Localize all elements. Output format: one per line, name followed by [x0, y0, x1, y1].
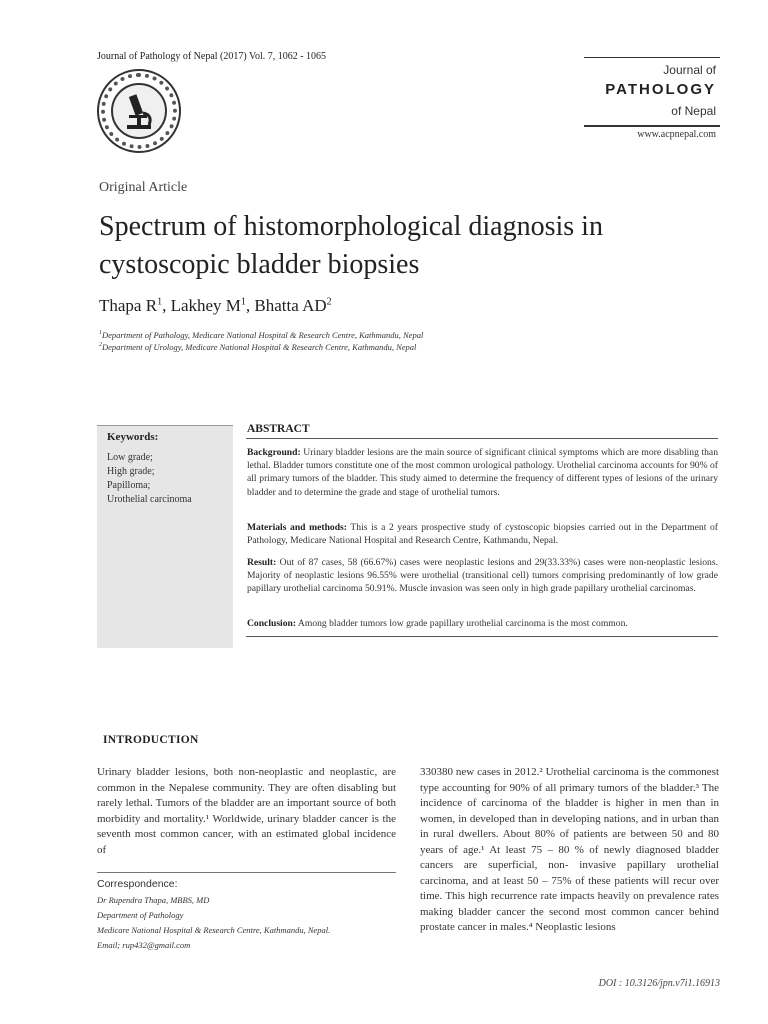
author-sup: 1	[157, 296, 163, 308]
author-name: Lakhey M	[170, 296, 241, 315]
keyword-item: High grade;	[107, 466, 155, 477]
brand-pathology-text: PATHOLOGY	[605, 81, 716, 98]
abstract-conclusion	[247, 617, 718, 630]
intro-right-column: 330380 new cases in 2012.² Urothelial carcinoma is the commonest type accounting for 90% of all primary tumors of the bladder.³ The incidence of carcinoma of the bladder is higher in men than in women, in developed than in developing nations, and in urban than in rural dwellers. About 80% of patients are between 50 and 80 years of age.¹ At least 75 – 80 % of newly diagnosed bladder cancers are superficial, non- invasive papillary urothelial carcinoma, and at least 50 – 75% of these patients will recur over time. This high recurrence rate impacts heavily on prevalence rates making bladder cancer the second most common cancer behind prostate cancer in males.⁴ Neoplastic lesions	[420, 766, 719, 933]
section-text: This is a 2 years prospective study of cystoscopic biopsies carried out in the Department of Pathology, Medicare National Hospital and Research Centre, Kathmandu, Nepal.	[247, 522, 718, 547]
journal-url-link[interactable]: www.acpnepal.com	[637, 129, 716, 140]
journal-seal-logo	[97, 69, 181, 153]
correspondence-line: Department of Pathology	[97, 910, 184, 920]
introduction-heading: INTRODUCTION	[103, 734, 199, 746]
section-text: Urinary bladder lesions are the main source of significant clinical symptoms which are more disabling than lethal. Bladder tumors constitute one of the most common urological pathology. Urothelial carcinoma accounts for 90% of all primary tumors of the bladder. This study aimed to determine the frequency of different types of lesions of the urinary bladder and to determine the grade and stage of urothelial tumors.	[247, 447, 718, 498]
abstract-title: ABSTRACT	[247, 423, 310, 435]
abstract-result	[247, 556, 718, 596]
correspondence-email[interactable]: Email; rup432@gmail.com	[97, 940, 191, 950]
abstract-background	[247, 446, 718, 499]
author-name: Thapa R	[99, 296, 158, 315]
article-type: Original Article	[99, 180, 188, 195]
keyword-item: Urothelial carcinoma	[107, 494, 192, 505]
keywords-title: Keywords:	[107, 431, 159, 443]
keyword-item: Low grade;	[107, 452, 153, 463]
author-list: Thapa $R^1$, Lakhey $M^1$, Bhatta $AD^2$	[99, 296, 332, 315]
affiliation-sup: 1	[99, 330, 102, 337]
brand-nepal-text: of Nepal	[671, 104, 716, 118]
correspondence-rule	[97, 872, 396, 873]
author-sup: 2	[326, 296, 332, 308]
section-label: Background:	[247, 447, 301, 458]
section-text: Out of 87 cases, 58 (66.67%) cases were neoplastic lesions and 29(33.33%) cases were non-neoplastic lesions. Majority of neoplastic lesions 96.55% were urothelial (transitional cell) tumors comprising predominantly of low grade papillary urothelial carcinoma 50.91%. Muscle invasion was seen only in high grade papillary urothelial carcinomas.	[247, 557, 718, 595]
affiliation-sup: 2	[99, 342, 102, 349]
journal-citation: Journal of Pathology of Nepal (2017) Vol. 7, 1062 - 1065	[97, 51, 327, 62]
brand-journal-text: Journal of	[663, 63, 716, 77]
section-label: Result:	[247, 557, 277, 568]
abstract-methods	[247, 521, 718, 547]
brand-bottom-rule	[584, 125, 720, 127]
affiliation-text: Department of Urology, Medicare National Hospital & Research Centre, Kathmandu, Nepal	[102, 342, 417, 352]
author-sup: 1	[240, 296, 246, 308]
abstract-top-rule	[246, 438, 718, 439]
abstract-bottom-rule	[246, 636, 718, 637]
author-name: Bhatta AD	[254, 296, 327, 315]
doi-link[interactable]: DOI : 10.3126/jpn.v7i1.16913	[598, 978, 720, 989]
correspondence-line: Medicare National Hospital & Research Centre, Kathmandu, Nepal.	[97, 925, 331, 935]
affiliation-1	[99, 330, 423, 340]
section-text: Among bladder tumors low grade papillary urothelial carcinoma is the most common.	[297, 618, 628, 629]
article-title: Spectrum of histomorphological diagnosis in cystoscopic bladder biopsies	[99, 211, 603, 280]
correspondence-title: Correspondence:	[97, 878, 178, 890]
microscope-icon	[111, 83, 167, 139]
section-label: Materials and methods:	[247, 522, 347, 533]
section-label: Conclusion:	[247, 618, 297, 629]
correspondence-line: Dr Rupendra Thapa, MBBS, MD	[97, 895, 210, 905]
affiliation-text: Department of Pathology, Medicare National Hospital & Research Centre, Kathmandu, Nepal	[102, 330, 424, 340]
keyword-item: Papilloma;	[107, 480, 151, 491]
affiliation-2	[99, 342, 416, 352]
intro-left-column: Urinary bladder lesions, both non-neoplastic and neoplastic, are common in the Nepalese community. They are often disabling but rarely lethal. Tumors of the bladder are an important source of both morbidity and mortality.¹ Worldwide, urinary bladder cancer is the seventh most common cancer, with an estimated global incidence of	[97, 766, 396, 856]
brand-top-rule	[584, 57, 720, 58]
